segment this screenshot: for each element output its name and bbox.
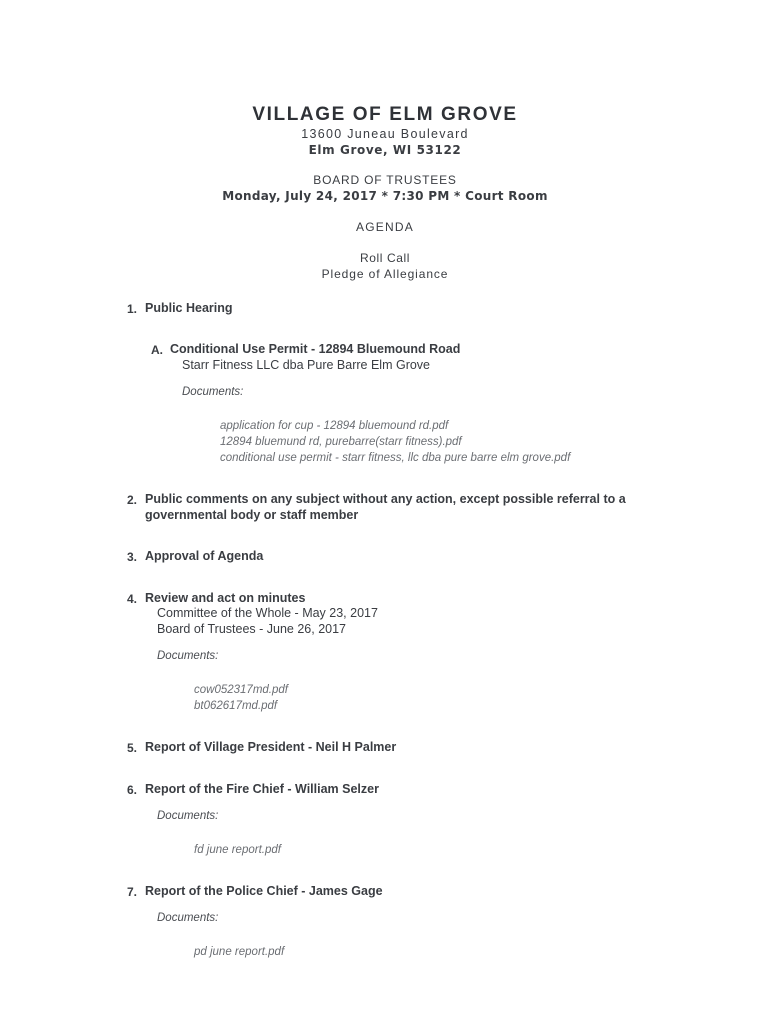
item-title-approval-of-agenda: Approval of Agenda xyxy=(145,549,264,563)
item-title-fire-chief: Report of the Fire Chief - William Selzer xyxy=(145,782,379,796)
item-title-public-comments: Public comments on any subject without any action, except possible referral to a xyxy=(145,492,626,506)
item-number: 4. xyxy=(127,592,138,606)
item-title-public-comments-cont: governmental body or staff member xyxy=(145,508,359,522)
agenda-heading: AGENDA xyxy=(356,220,414,234)
sub-item-letter: A. xyxy=(151,343,163,357)
document-link[interactable]: pd june report.pdf xyxy=(194,946,285,958)
document-link[interactable]: conditional use permit - starr fitness, llc dba pure barre elm grove.pdf xyxy=(220,452,571,464)
meeting-details: Monday, July 24, 2017 * 7:30 PM * Court Room xyxy=(222,189,548,203)
document-link[interactable]: cow052317md.pdf xyxy=(194,684,288,696)
item-number: 1. xyxy=(127,302,138,316)
documents-label: Documents: xyxy=(182,386,244,398)
minutes-line: Board of Trustees - June 26, 2017 xyxy=(157,622,347,636)
sub-item-description: Starr Fitness LLC dba Pure Barre Elm Grove xyxy=(182,358,431,372)
roll-call: Roll Call xyxy=(359,251,411,265)
item-number: 6. xyxy=(127,783,138,797)
document-link[interactable]: bt062617md.pdf xyxy=(194,700,278,712)
item-number: 5. xyxy=(127,741,138,755)
documents-label: Documents: xyxy=(157,650,219,662)
documents-label: Documents: xyxy=(157,912,219,924)
document-link[interactable]: fd june report.pdf xyxy=(194,844,281,856)
minutes-line: Committee of the Whole - May 23, 2017 xyxy=(157,606,378,620)
item-number: 7. xyxy=(127,885,138,899)
address-city: Elm Grove, WI 53122 xyxy=(308,143,462,157)
item-title-police-chief: Report of the Police Chief - James Gage xyxy=(145,884,383,898)
pledge-of-allegiance: Pledge of Allegiance xyxy=(321,267,449,281)
page-title: VILLAGE OF ELM GROVE xyxy=(252,104,518,125)
item-title-village-president: Report of Village President - Neil H Palmer xyxy=(145,740,397,754)
documents-label: Documents: xyxy=(157,810,219,822)
address-street: 13600 Juneau Boulevard xyxy=(301,127,469,141)
item-number: 2. xyxy=(127,493,138,507)
item-title-minutes: Review and act on minutes xyxy=(145,591,306,605)
document-link[interactable]: 12894 bluemund rd, purebarre(starr fitness).pdf xyxy=(220,436,462,448)
sub-item-title-cup: Conditional Use Permit - 12894 Bluemound Road xyxy=(170,342,461,356)
item-title-public-hearing: Public Hearing xyxy=(145,301,233,315)
item-number: 3. xyxy=(127,550,138,564)
document-link[interactable]: application for cup - 12894 bluemound rd.pdf xyxy=(220,420,449,432)
board-name: BOARD OF TRUSTEES xyxy=(313,173,457,187)
